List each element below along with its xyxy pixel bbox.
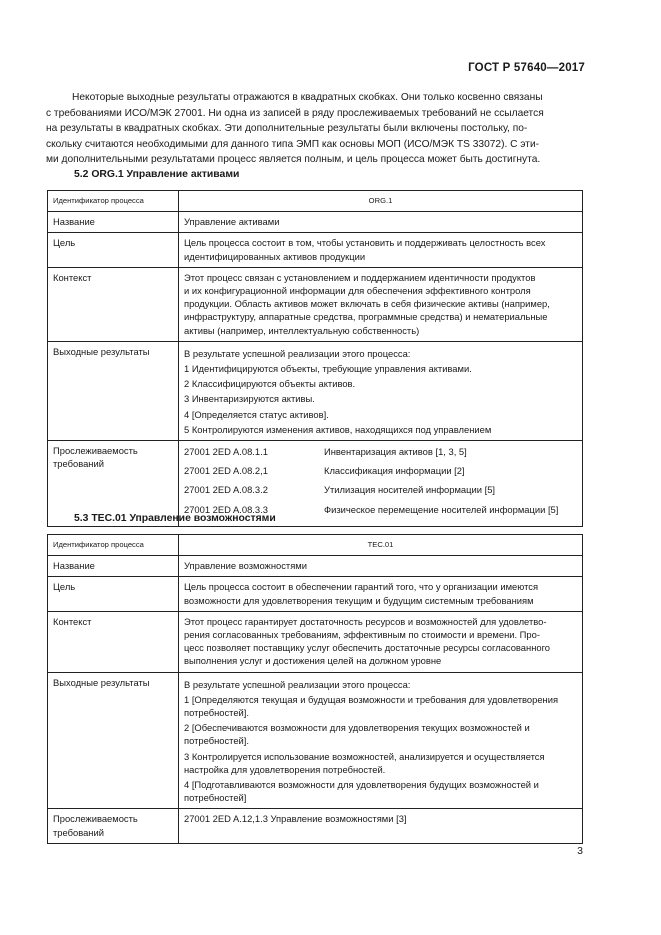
trace-row [184, 445, 577, 458]
context-value [179, 267, 583, 341]
trace-code: 27001 2ED A.08.2,1 [184, 465, 268, 477]
name-label: Название [48, 212, 179, 233]
purpose-label: Цель [48, 233, 179, 267]
intro-line: скольку считаются необходимыми для данного типа ЭМП как основы МОП (ИСО/МЭК TS 33072). С эти- [46, 138, 540, 150]
trace-desc: Инвентаризация активов [1, 3, 5] [324, 446, 467, 458]
process-table-tec01 [47, 534, 583, 844]
context-line: продукции. Область активов может включать в себя физические активы (например, [184, 298, 550, 310]
id-value: TEC.01 [179, 535, 583, 556]
outcome-item [184, 693, 577, 719]
table-row [48, 267, 583, 341]
table-row [48, 556, 583, 577]
outcome-item: 5 Контролируются изменения активов, находящихся под управлением [184, 423, 492, 435]
trace-label-line: требований [53, 458, 104, 470]
document-standard-id: ГОСТ Р 57640—2017 [468, 62, 585, 74]
outcome-item [184, 750, 577, 776]
outcome-line: 3 Контролируется использование возможностей, анализируется и осуществляется [184, 750, 545, 762]
outcome-line: потребностей]. [184, 707, 249, 719]
outcome-item: 3 Инвентаризируются активы. [184, 393, 315, 405]
context-value [179, 611, 583, 672]
table-row [48, 191, 583, 212]
context-line: инфраструктуру, аппаратные средства, программные средства) и нематериальные [184, 311, 548, 323]
outcome-line: настройка для удовлетворения потребностей. [184, 763, 386, 775]
outcome-item: В результате успешной реализации этого процесса: [184, 347, 411, 359]
outcomes-label: Выходные результаты [48, 341, 179, 440]
intro-paragraph [46, 90, 584, 168]
context-line: активы (например, интеллектуальную собственность) [184, 324, 420, 336]
trace-row [184, 464, 577, 477]
section-heading-tec01: 5.3 ТЕС.01 Управление возможностями [74, 513, 276, 524]
process-table-org1 [47, 190, 583, 527]
table-row [48, 672, 583, 809]
intro-line: Некоторые выходные результаты отражаются в квадратных скобках. Они только косвенно связаны [72, 92, 543, 103]
table-row [48, 809, 583, 843]
context-line: и их конфигурационной информации для обеспечения эффективного контроля [184, 285, 531, 297]
outcomes-value [179, 341, 583, 440]
table-row [48, 212, 583, 233]
trace-code: 27001 2ED A.08.3.2 [184, 484, 268, 496]
purpose-value [179, 577, 583, 611]
outcome-line: потребностей]. [184, 735, 249, 747]
outcomes-value [179, 672, 583, 809]
trace-desc: Классификация информации [2] [324, 465, 465, 477]
intro-line: с требованиями ИСО/МЭК 27001. Ни одна из записей в ряду прослеживаемых требований не ссылается [46, 107, 544, 119]
trace-label-line: Прослеживаемость [53, 813, 138, 825]
outcome-item [184, 778, 577, 804]
outcome-item: 4 [Определяется статус активов]. [184, 408, 329, 420]
purpose-line: Цель процесса состоит в том, чтобы установить и поддерживать целостность всех [184, 237, 546, 249]
trace-label-line: Прослеживаемость [53, 445, 138, 457]
intro-line: ми дополнительными результатами процесс является полным, и цель процесса может быть достигнута. [46, 154, 541, 166]
outcome-line: 4 [Подготавливаются возможности для удовлетворения будущих возможностей и [184, 779, 539, 791]
id-value: ORG.1 [179, 191, 583, 212]
purpose-line: идентифицированных активов продукции [184, 250, 366, 262]
table-row [48, 233, 583, 267]
trace-row [184, 483, 577, 496]
outcome-item: 2 Классифицируются объекты активов. [184, 378, 356, 390]
context-line: рения согласованных требованиям, эффективным по стоимости и времени. Про- [184, 629, 540, 641]
name-label: Название [48, 556, 179, 577]
trace-code: 27001 2ED A.08.1.1 [184, 446, 268, 458]
section-heading-org1: 5.2 ORG.1 Управление активами [74, 169, 240, 180]
context-label: Контекст [48, 267, 179, 341]
name-value: Управление активами [179, 212, 583, 233]
purpose-line: Цель процесса состоит в обеспечении гарантий того, что у организации имеются [184, 581, 539, 593]
trace-label [48, 809, 179, 843]
intro-line: на результаты в квадратных скобках. Эти дополнительные результаты были включены постольку, по- [46, 123, 528, 135]
trace-code: 27001 2ED A.08.3.3 [184, 503, 268, 515]
outcome-line: 1 [Определяются текущая и будущая возможности и требования для удовлетворения [184, 693, 559, 705]
table-row [48, 611, 583, 672]
trace-desc: Утилизация носителей информации [5] [324, 484, 496, 496]
table-row [48, 577, 583, 611]
table-row [48, 341, 583, 440]
page-number: 3 [577, 845, 583, 857]
trace-desc: Физическое перемещение носителей информации [5] [324, 503, 559, 515]
purpose-value [179, 233, 583, 267]
outcome-item [184, 721, 577, 747]
outcome-item: 1 Идентифицируются объекты, требующие управления активами. [184, 363, 472, 375]
purpose-label: Цель [48, 577, 179, 611]
table-row [48, 535, 583, 556]
name-value: Управление возможностями [179, 556, 583, 577]
context-line: Этот процесс гарантирует достаточность ресурсов и возможностей для удовлетво- [184, 615, 547, 627]
outcomes-label: Выходные результаты [48, 672, 179, 809]
outcome-line: потребностей] [184, 792, 247, 804]
context-line: выполнения услуг и достижения целей на должном уровне [184, 655, 442, 667]
trace-value: 27001 2ED A.12,1.3 Управление возможностями [3] [179, 809, 583, 843]
context-line: цесс позволяет поставщику услуг обеспечить достаточные ресурсы согласованного [184, 642, 551, 654]
purpose-line: возможности для удовлетворения текущим и будущим системным требованиям [184, 594, 534, 606]
id-label: Идентификатор процесса [48, 535, 179, 556]
context-label: Контекст [48, 611, 179, 672]
trace-label-line: требований [53, 826, 104, 838]
id-label: Идентификатор процесса [48, 191, 179, 212]
outcome-line: 2 [Обеспечиваются возможности для удовлетворения текущих возможностей и [184, 722, 530, 734]
context-line: Этот процесс связан с установлением и поддержанием идентичности продуктов [184, 271, 536, 283]
outcome-intro: В результате успешной реализации этого процесса: [184, 678, 411, 690]
